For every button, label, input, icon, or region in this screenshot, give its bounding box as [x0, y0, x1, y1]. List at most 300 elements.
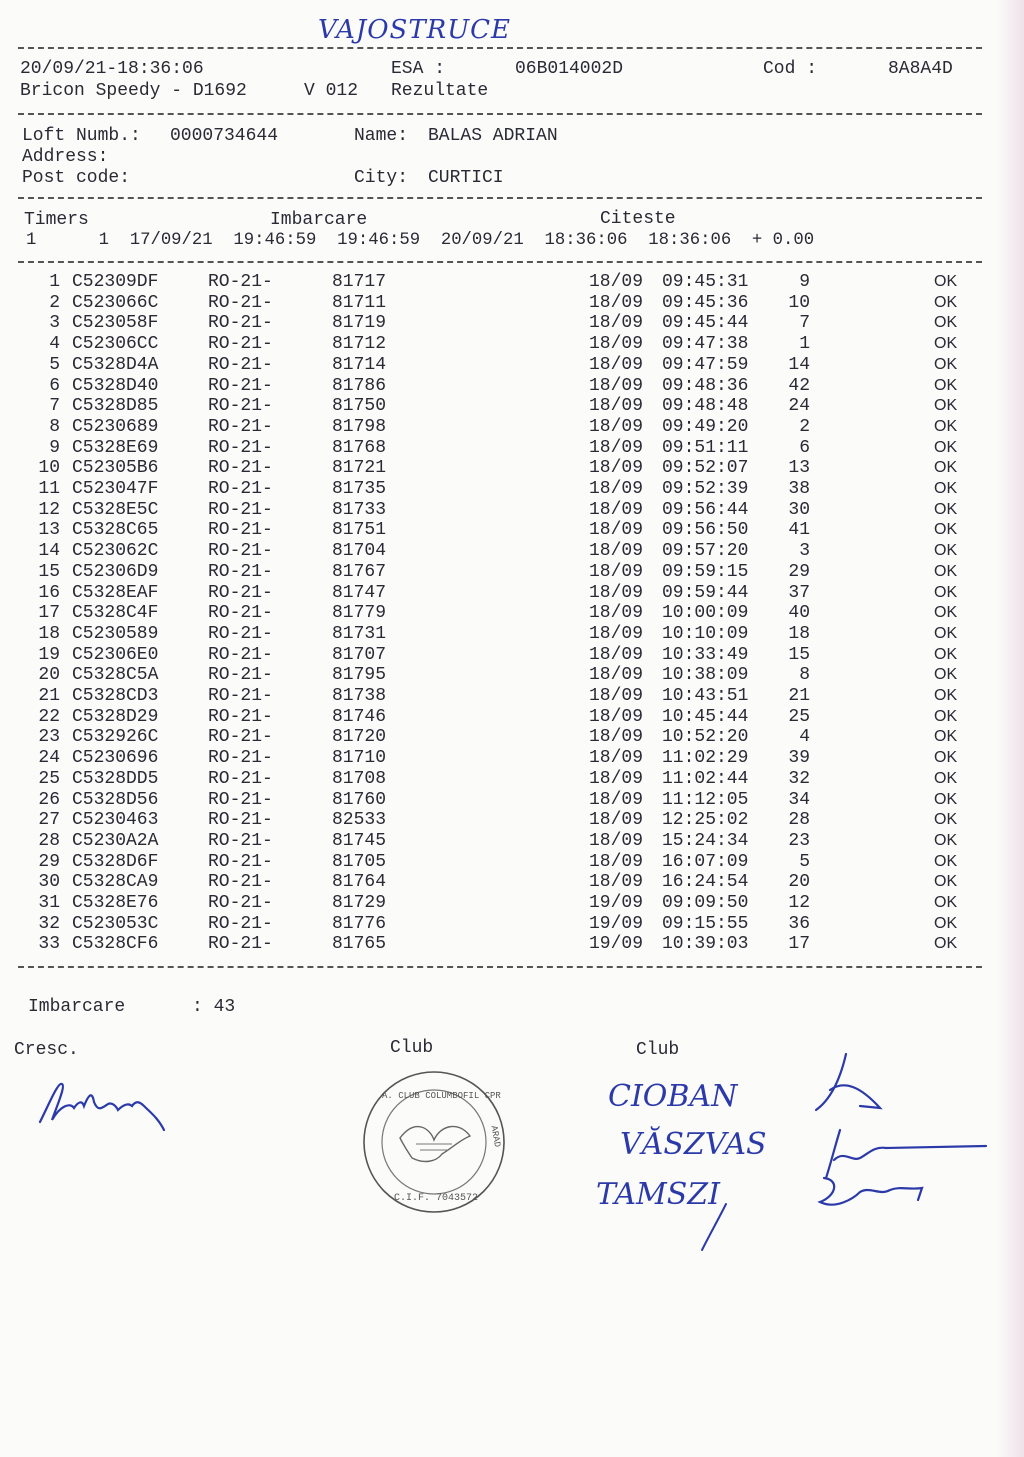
ring-number: 81729: [332, 893, 387, 913]
chip-id: C532926C: [72, 727, 159, 748]
arrival-date: 18/09: [589, 313, 644, 334]
row-number: 7: [49, 396, 60, 417]
ring-number: 81795: [332, 665, 387, 686]
arrival-time: 09:48:48: [662, 396, 749, 417]
chip-id: C5328D40: [72, 375, 159, 396]
chip-id: C5328D29: [72, 706, 159, 727]
table-row: [0, 500, 1024, 521]
status-flag: OK: [934, 417, 958, 435]
ring-prefix: RO-21-: [208, 623, 273, 644]
row-number: 12: [38, 499, 60, 520]
row-number: 32: [38, 913, 60, 934]
ring-prefix: RO-21-: [208, 437, 273, 458]
table-row: [0, 562, 1024, 583]
position: 38: [788, 479, 810, 499]
ring-prefix: RO-21-: [208, 644, 273, 665]
table-row: [0, 583, 1024, 604]
arrival-date: 18/09: [589, 748, 644, 769]
arrival-time: 10:52:20: [662, 727, 749, 748]
position: 13: [788, 458, 810, 479]
arrival-time: 12:25:02: [662, 810, 749, 831]
ring-prefix: RO-21-: [208, 686, 273, 706]
ring-prefix: RO-21-: [208, 541, 273, 562]
status-flag: OK: [934, 397, 958, 415]
ring-number: 82533: [332, 810, 387, 831]
ring-prefix: RO-21-: [208, 582, 273, 603]
status-flag: OK: [934, 293, 958, 311]
table-row: [0, 417, 1024, 438]
paper-edge-shading: [996, 0, 1024, 1457]
arrival-time: 16:07:09: [662, 851, 749, 872]
ring-prefix: RO-21-: [208, 479, 273, 499]
esa-label: ESA :: [391, 59, 446, 79]
ring-prefix: RO-21-: [208, 375, 273, 396]
arrival-date: 18/09: [589, 582, 644, 603]
chip-id: C5328C4F: [72, 603, 159, 624]
ring-prefix: RO-21-: [208, 603, 273, 624]
table-row: [0, 458, 1024, 479]
arrival-date: 18/09: [589, 561, 644, 582]
handwritten-title: VAJOSTRUCE: [318, 15, 512, 45]
loft-number-label: Loft Numb.:: [22, 126, 141, 146]
table-row: [0, 665, 1024, 686]
arrival-date: 18/09: [589, 292, 644, 313]
arrival-date: 18/09: [589, 768, 644, 789]
arrival-time: 09:59:44: [662, 582, 749, 603]
table-row: [0, 748, 1024, 769]
position: 10: [788, 292, 810, 313]
city-value: CURTICI: [428, 168, 504, 188]
stamp-top-text: A. CLUB COLUMBOFIL CPR: [382, 1091, 501, 1101]
arrival-time: 09:51:11: [662, 437, 749, 458]
ring-prefix: RO-21-: [208, 416, 273, 437]
ring-prefix: RO-21-: [208, 872, 273, 893]
status-flag: OK: [934, 542, 958, 560]
club-signature-2: VĂSZVAS: [620, 1127, 767, 1162]
position: 23: [788, 830, 810, 851]
position: 32: [788, 768, 810, 789]
table-row: [0, 355, 1024, 376]
ring-number: 81714: [332, 354, 387, 375]
ring-number: 81747: [332, 582, 387, 603]
ring-prefix: RO-21-: [208, 499, 273, 520]
row-number: 6: [49, 375, 60, 396]
table-row: [0, 603, 1024, 624]
status-flag: OK: [934, 624, 958, 642]
divider-timers: [18, 261, 982, 263]
status-flag: OK: [934, 707, 958, 725]
table-row: [0, 790, 1024, 811]
ring-prefix: RO-21-: [208, 396, 273, 417]
row-number: 8: [49, 416, 60, 437]
arrival-time: 09:52:39: [662, 479, 749, 499]
chip-id: C5328EAF: [72, 582, 159, 603]
row-number: 18: [38, 623, 60, 644]
arrival-date: 18/09: [589, 541, 644, 562]
table-row: [0, 934, 1024, 955]
row-number: 33: [38, 934, 60, 955]
postcode-label: Post code:: [22, 168, 131, 188]
loft-name-label: Name:: [354, 126, 409, 146]
chip-id: C5230696: [72, 748, 159, 769]
ring-prefix: RO-21-: [208, 313, 273, 334]
row-number: 4: [49, 334, 60, 355]
position: 36: [788, 913, 810, 934]
citeste-header: Citeste: [600, 209, 676, 229]
breeder-signature: [36, 1072, 176, 1136]
signature-stroke: [690, 1200, 750, 1260]
ring-prefix: RO-21-: [208, 893, 273, 913]
row-number: 19: [38, 644, 60, 665]
position: 39: [788, 748, 810, 769]
status-flag: OK: [934, 894, 958, 911]
address-label: Address:: [22, 147, 109, 167]
timers-line: 1 1 17/09/21 19:46:59 19:46:59 20/09/21 18:36:06 18:36:06 + 0.00: [26, 231, 815, 250]
chip-id: C5328E5C: [72, 499, 159, 520]
ring-number: 81707: [332, 644, 387, 665]
chip-id: C52306E0: [72, 644, 159, 665]
ring-number: 81765: [332, 934, 387, 955]
chip-id: C523047F: [72, 479, 159, 499]
arrival-time: 09:56:44: [662, 499, 749, 520]
table-row: [0, 914, 1024, 935]
ring-prefix: RO-21-: [208, 292, 273, 313]
row-number: 17: [38, 603, 60, 624]
arrival-date: 18/09: [589, 334, 644, 355]
arrival-time: 09:52:07: [662, 458, 749, 479]
table-row: [0, 272, 1024, 293]
ring-prefix: RO-21-: [208, 706, 273, 727]
table-row: [0, 831, 1024, 852]
status-flag: OK: [934, 459, 958, 477]
chip-id: C523062C: [72, 541, 159, 562]
stamp-side-text: ARAD: [488, 1124, 503, 1148]
table-row: [0, 396, 1024, 417]
row-number: 10: [38, 458, 60, 479]
arrival-time: 10:43:51: [662, 686, 749, 706]
ring-prefix: RO-21-: [208, 458, 273, 479]
table-row: [0, 313, 1024, 334]
chip-id: C5230A2A: [72, 830, 159, 851]
ring-number: 81708: [332, 768, 387, 789]
esa-value: 06B014002D: [515, 59, 624, 79]
ring-number: 81779: [332, 603, 387, 624]
row-number: 1: [49, 272, 60, 292]
ring-number: 81704: [332, 541, 387, 562]
status-flag: OK: [934, 666, 958, 684]
ring-number: 81750: [332, 396, 387, 417]
ring-number: 81751: [332, 520, 387, 541]
arrival-date: 19/09: [589, 913, 644, 934]
position: 41: [788, 520, 810, 541]
status-flag: OK: [934, 583, 958, 601]
row-number: 5: [49, 354, 60, 375]
ring-number: 81767: [332, 561, 387, 582]
position: 14: [788, 354, 810, 375]
club-label-2: Club: [636, 1040, 680, 1060]
position: 37: [788, 582, 810, 603]
ring-prefix: RO-21-: [208, 354, 273, 375]
arrival-time: 11:02:29: [662, 748, 749, 769]
row-number: 31: [38, 893, 60, 913]
table-row: [0, 438, 1024, 459]
table-row: [0, 376, 1024, 397]
table-row: [0, 541, 1024, 562]
chip-id: C5328D4A: [72, 354, 159, 375]
arrival-date: 18/09: [589, 623, 644, 644]
status-flag: OK: [934, 831, 958, 849]
ring-prefix: RO-21-: [208, 334, 273, 355]
ring-prefix: RO-21-: [208, 727, 273, 748]
ring-prefix: RO-21-: [208, 748, 273, 769]
chip-id: C5328E76: [72, 893, 159, 913]
arrival-date: 18/09: [589, 830, 644, 851]
ring-number: 81719: [332, 313, 387, 334]
status-flag: OK: [934, 500, 958, 518]
ring-number: 81717: [332, 272, 387, 292]
status-flag: OK: [934, 790, 958, 808]
arrival-date: 18/09: [589, 706, 644, 727]
row-number: 21: [38, 686, 60, 706]
club-stamp: [360, 1068, 508, 1216]
ring-prefix: RO-21-: [208, 768, 273, 789]
row-number: 13: [38, 520, 60, 541]
position: 40: [788, 603, 810, 624]
position: 18: [788, 623, 810, 644]
ring-number: 81745: [332, 830, 387, 851]
ring-number: 81746: [332, 706, 387, 727]
table-row: [0, 852, 1024, 873]
divider-header: [18, 113, 982, 115]
row-number: 14: [38, 541, 60, 562]
arrival-time: 10:10:09: [662, 623, 749, 644]
arrival-date: 18/09: [589, 665, 644, 686]
arrival-date: 18/09: [589, 603, 644, 624]
ring-number: 81711: [332, 292, 387, 313]
arrival-time: 10:45:44: [662, 706, 749, 727]
ring-number: 81733: [332, 499, 387, 520]
arrival-date: 19/09: [589, 893, 644, 913]
arrival-date: 18/09: [589, 499, 644, 520]
ring-number: 81710: [332, 748, 387, 769]
table-row: [0, 624, 1024, 645]
arrival-date: 18/09: [589, 479, 644, 499]
ring-number: 81721: [332, 458, 387, 479]
chip-id: C5230689: [72, 416, 159, 437]
arrival-date: 18/09: [589, 458, 644, 479]
row-number: 16: [38, 582, 60, 603]
divider-bottom: [18, 966, 982, 968]
divider-top: [18, 47, 982, 49]
loft-number-value: 0000734644: [170, 126, 279, 146]
arrival-date: 18/09: [589, 437, 644, 458]
status-flag: OK: [934, 914, 958, 932]
row-number: 27: [38, 810, 60, 831]
device-version: V 012: [304, 81, 359, 101]
ring-prefix: RO-21-: [208, 851, 273, 872]
arrival-date: 18/09: [589, 872, 644, 893]
arrival-time: 09:45:31: [662, 272, 749, 292]
arrival-date: 18/09: [589, 354, 644, 375]
chip-id: C5230463: [72, 810, 159, 831]
ring-prefix: RO-21-: [208, 810, 273, 831]
row-number: 25: [38, 768, 60, 789]
status-flag: OK: [934, 335, 958, 353]
arrival-time: 09:15:55: [662, 913, 749, 934]
ring-number: 81738: [332, 686, 387, 706]
ring-number: 81768: [332, 437, 387, 458]
row-number: 9: [49, 437, 60, 458]
ring-number: 81731: [332, 623, 387, 644]
row-number: 22: [38, 706, 60, 727]
status-flag: OK: [934, 273, 958, 290]
status-flag: OK: [934, 376, 958, 394]
arrival-time: 10:39:03: [662, 934, 749, 955]
arrival-time: 10:00:09: [662, 603, 749, 624]
table-row: [0, 872, 1024, 893]
table-row: [0, 479, 1024, 500]
arrival-date: 18/09: [589, 810, 644, 831]
arrival-date: 18/09: [589, 851, 644, 872]
position: 21: [788, 686, 810, 706]
table-row: [0, 334, 1024, 355]
status-flag: OK: [934, 728, 958, 746]
row-number: 2: [49, 292, 60, 313]
arrival-date: 19/09: [589, 934, 644, 955]
ring-number: 81776: [332, 913, 387, 934]
position: 20: [788, 872, 810, 893]
arrival-time: 10:38:09: [662, 665, 749, 686]
stamp-bottom-text: C.I.F. 7043572: [394, 1193, 479, 1204]
club-signature-1: CIOBAN: [608, 1079, 738, 1114]
row-number: 26: [38, 789, 60, 810]
status-flag: OK: [934, 852, 958, 870]
ring-number: 81705: [332, 851, 387, 872]
position: 8: [799, 665, 810, 686]
position: 28: [788, 810, 810, 831]
status-flag: OK: [934, 687, 958, 704]
position: 2: [799, 416, 810, 437]
status-flag: OK: [934, 873, 958, 891]
ring-prefix: RO-21-: [208, 913, 273, 934]
row-number: 20: [38, 665, 60, 686]
ring-prefix: RO-21-: [208, 934, 273, 955]
loft-name-value: BALAS ADRIAN: [428, 126, 558, 146]
row-number: 11: [38, 479, 60, 499]
cod-value: 8A8A4D: [888, 59, 953, 79]
ring-prefix: RO-21-: [208, 665, 273, 686]
arrival-time: 10:33:49: [662, 644, 749, 665]
status-flag: OK: [934, 935, 958, 953]
chip-id: C52306CC: [72, 334, 159, 355]
ring-number: 81720: [332, 727, 387, 748]
table-row: [0, 810, 1024, 831]
status-flag: OK: [934, 521, 958, 539]
report-mode: Rezultate: [391, 81, 489, 101]
table-row: [0, 293, 1024, 314]
arrival-date: 18/09: [589, 644, 644, 665]
chip-id: C5328C5A: [72, 665, 159, 686]
status-flag: OK: [934, 604, 958, 622]
table-row: [0, 520, 1024, 541]
arrival-time: 09:45:36: [662, 292, 749, 313]
chip-id: C5328C65: [72, 520, 159, 541]
club-signature-3: TAMSZI: [596, 1177, 720, 1212]
arrival-time: 09:49:20: [662, 416, 749, 437]
city-label: City:: [354, 168, 409, 188]
ring-number: 81735: [332, 479, 387, 499]
chip-id: C5328D85: [72, 396, 159, 417]
arrival-time: 09:59:15: [662, 561, 749, 582]
arrival-time: 09:47:59: [662, 354, 749, 375]
chip-id: C52305B6: [72, 458, 159, 479]
status-flag: OK: [934, 769, 958, 787]
arrival-time: 09:56:50: [662, 520, 749, 541]
ring-number: 81712: [332, 334, 387, 355]
imbarcare-total-value: : 43: [192, 997, 236, 1017]
chip-id: C5328CD3: [72, 686, 159, 706]
position: 25: [788, 706, 810, 727]
ring-number: 81786: [332, 375, 387, 396]
arrival-date: 18/09: [589, 396, 644, 417]
position: 7: [799, 313, 810, 334]
chip-id: C523058F: [72, 313, 159, 334]
position: 42: [788, 375, 810, 396]
cresc-label: Cresc.: [14, 1040, 79, 1060]
arrival-date: 18/09: [589, 416, 644, 437]
row-number: 24: [38, 748, 60, 769]
row-number: 30: [38, 872, 60, 893]
row-number: 15: [38, 561, 60, 582]
status-flag: OK: [934, 749, 958, 767]
row-number: 29: [38, 851, 60, 872]
position: 4: [799, 727, 810, 748]
imbarcare-header: Imbarcare: [270, 210, 368, 230]
status-flag: OK: [934, 314, 958, 332]
position: 6: [799, 437, 810, 458]
table-row: [0, 686, 1024, 707]
timers-label: Timers: [24, 210, 89, 230]
club-initials-signatures: [800, 1050, 1000, 1250]
chip-id: C5328D56: [72, 789, 159, 810]
arrival-date: 18/09: [589, 727, 644, 748]
table-row: [0, 893, 1024, 914]
status-flag: OK: [934, 438, 958, 456]
position: 5: [799, 851, 810, 872]
position: 1: [799, 334, 810, 355]
table-row: [0, 727, 1024, 748]
ring-prefix: RO-21-: [208, 561, 273, 582]
arrival-date: 18/09: [589, 272, 644, 292]
position: 12: [788, 893, 810, 913]
arrival-time: 09:45:44: [662, 313, 749, 334]
chip-id: C5328E69: [72, 437, 159, 458]
status-flag: OK: [934, 562, 958, 580]
status-flag: OK: [934, 645, 958, 663]
chip-id: C52309DF: [72, 272, 159, 292]
table-row: [0, 707, 1024, 728]
imbarcare-total-label: Imbarcare: [28, 997, 126, 1017]
chip-id: C52306D9: [72, 561, 159, 582]
ring-prefix: RO-21-: [208, 272, 273, 292]
arrival-time: 11:12:05: [662, 789, 749, 810]
status-flag: OK: [934, 480, 958, 497]
table-row: [0, 645, 1024, 666]
row-number: 23: [38, 727, 60, 748]
divider-loft: [18, 197, 982, 199]
ring-prefix: RO-21-: [208, 789, 273, 810]
position: 3: [799, 541, 810, 562]
